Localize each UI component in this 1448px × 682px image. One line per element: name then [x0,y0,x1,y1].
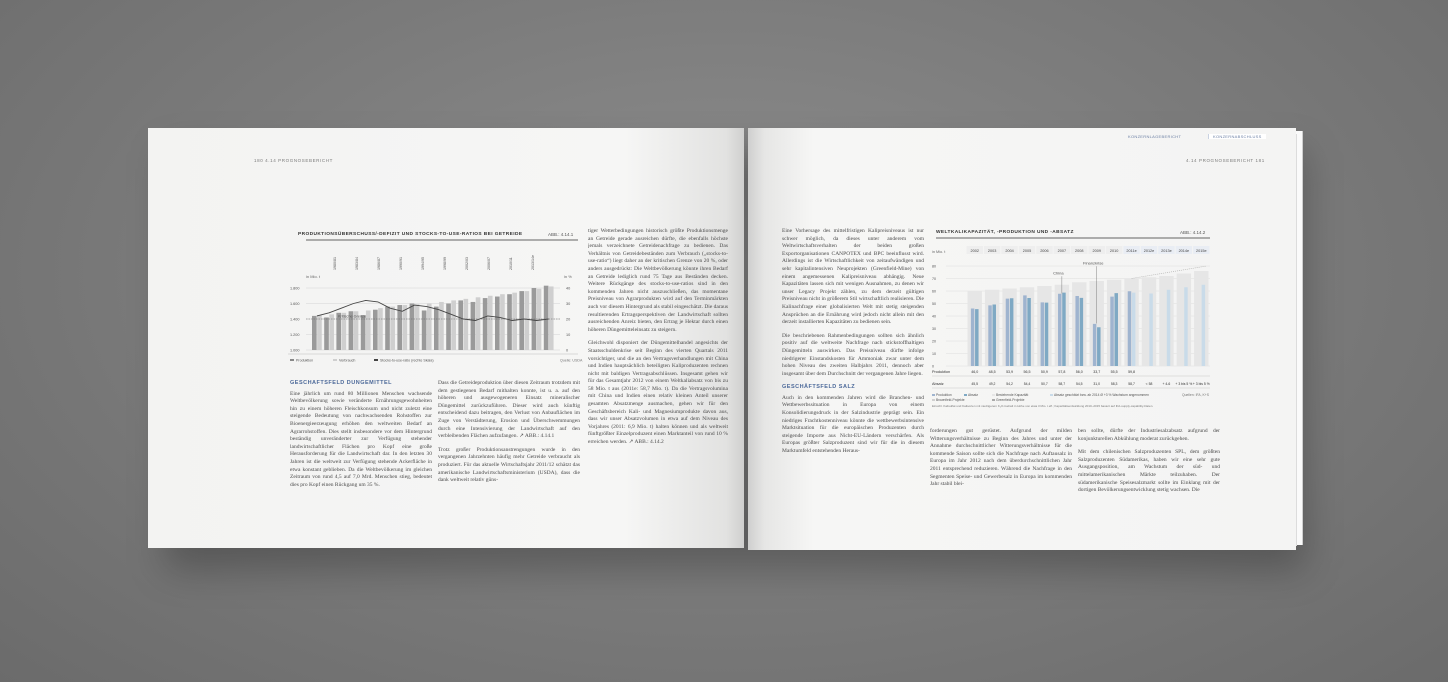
year-label: 2003 [987,249,997,253]
produktion-value: 50,9 [1040,370,1048,374]
bar-produktion [373,310,378,350]
bar-absatz [1097,327,1100,366]
bar-absatz [975,309,978,366]
bar-kapazitaet [1072,282,1086,366]
legend-swatch [290,359,294,361]
year-label: 2006 [1040,249,1049,253]
figure-number: ABB.: 4.14.2 [1180,230,1206,235]
bar-produktion [507,294,512,350]
unit-label: in Mio. t [932,250,946,254]
bar-absatz [992,305,995,367]
bar-produktion [385,307,390,350]
absatz-value: 49,2 [988,382,996,386]
year-label: 2010 [1109,249,1119,253]
bar-absatz [1062,293,1065,366]
y-tick-right: 20 [566,317,571,322]
bar-produktion [495,297,500,350]
legend-swatch [932,394,935,396]
footnote: Einschl. Kalisulfat und Kalisorten mit niedrigerem K₂O-Gehalt in Höhe von etwa 3 Mio. t eff.; Kapazitätsentwicklung 2010–2015 basiert auf IFA-supply-capability-Daten. [932,404,1154,408]
bar-produktion [471,302,476,350]
bar-produktion [544,286,549,350]
y-tick-right: 0 [566,348,569,353]
y-tick-right: 40 [566,286,571,291]
period-label: 1998/99 [443,257,447,270]
bar-verbrauch [525,291,530,350]
year-label: 2008 [1075,249,1084,253]
year-label: 2015e [1196,249,1207,253]
right-page [748,128,1296,550]
paragraph: Mit dem chilenischen Salzproduzenten SPL, dem größten Salzproduzenten Südamerikas, haben wir eine sehr gute Ausgangsposition, am Wachstum der süd- und mittelamerikanischen Märkte teilzuhaben. Der südamerikanische Speisesalzmarkt sollte im Einklang mit der dortigen Bevölkerungsentwicklung stetig wachsen. Die [1078,449,1220,494]
y-tick-right: 10 [566,333,571,337]
y-tick: 10 [932,352,936,356]
legend-label: Stocks-to-use-ratio (rechte Skala) [380,358,434,363]
running-head: 180 4.14 PROGNOSEBERICHT [254,158,333,163]
bar-kapazitaet [1002,289,1016,367]
paragraph: Dass die Getreideproduktion über diesen Zeitraum trotzdem mit dem gestiegenen Bedarf mithalten konnte, ist u. a. auf den höheren und ausgewogeneren Einsatz mineralischer Düngemittel zurückzuführen. Dieser wird auch künftig entscheidend dazu beitragen, den Verlust von Anbauflächen im Zuge von Verstädterung, Erosion und Überschwemmungen durch eine Intensivierung der Landwirtschaft auf den verbleibenden Flächen aufzufangen. ↗ ABB.: 4.14.1 [438,380,580,440]
unit-label-left: in Mio. t [306,274,321,279]
bar-produktion [434,307,439,350]
paragraph: Die beschriebenen Rahmenbedingungen sollten sich ähnlich positiv auf die weltweite Nachfrage nach stickstoffhaltigen Düngemitteln auswirken. Das Preisniveau dürfte infolge niedrigerer Einstandskosten für Ammoniak zwar unter dem hohen Niveau des zweiten Halbjahrs 2011, dennoch aber insgesamt über dem Durchschnitt der vergangenen Jahre liegen. [782,332,924,377]
y-tick-left: 1.400 [290,317,300,322]
bar-verbrauch [403,305,408,350]
bar-produktion [458,300,463,350]
y-tick: 0 [932,364,934,369]
legend-swatch [1050,394,1053,396]
bar-absatz [1149,294,1152,367]
bar-verbrauch [439,302,444,350]
absatz-value: 54,2 [1006,382,1013,386]
paragraph: tiger Wetterbedingungen historisch größte Produktionsmenge an Getreide gerade ausreichen dürfte, die ebenfalls höchste jemals verzeichnete Getreidenachfrage zu bedienen. Das Verhältnis von Getreidebeständen zum Verbrauch („stocks-to-use-ratio“) liegt daher an der kritischen Grenze von 20 %, oder anders ausgedrückt: Die Weltbevölkerung könnte ihren Bedarf an Getreide lediglich rund 75 Tage aus Beständen decken. Weitere Rückgänge des stocks-to-use-ratios sind in den kommenden Jahren nicht auszuschließen, das momentane Preisniveau von Agrarprodukten wird auf den Terminmärkten auch vor diesem Hintergrund als stabil eingeschätzt. Die daraus resultierenden Ertragsperspektiven der Landwirtschaft sollten ausreichenden Anreiz bieten, den Ertrag je Hektar durch einen höheren Düngemitteleinsatz zu steigern. [588,228,728,333]
left-page [148,128,744,548]
bar-produktion [324,317,329,350]
paragraph: Trotz großer Produktionsanstrengungen wurde in den vergangenen Jahrzehnten häufig mehr Getreide verbraucht als produziert. Für das aktuelle Wirtschaftsjahr 2011/12 schätzt das amerikanische Landwirtschaftsministerium (USDA), dass die dank weltweit relativ güns- [438,446,580,484]
absatz-value: 50,7 [1041,382,1048,386]
bar-absatz [1132,293,1135,366]
year-label: 2007 [1057,249,1067,253]
bar-produktion [1075,296,1078,366]
paragraph: ben sollte, dürfte der Industriesalzabsatz aufgrund der konjunkturellen Abkühlung moderat zurückgehen. [1078,428,1220,442]
legend-label: Greenfield-Projekte [996,398,1025,402]
bar-verbrauch [329,314,334,350]
row-label: Absatz [932,382,944,386]
y-tick-left: 1.600 [290,302,300,306]
absatz-value: 54,5 [1075,382,1083,386]
period-label: 1980/81 [333,257,337,270]
bar-absatz [1114,293,1117,366]
legend-swatch [992,399,995,401]
legend-swatch [333,359,337,361]
bar-kapazitaet [1107,280,1121,366]
y-tick: 70 [932,277,936,281]
y-tick-left: 1.800 [290,286,300,291]
bar-verbrauch [537,289,542,350]
bar-absatz [1045,303,1048,366]
bar-absatz [1184,287,1187,366]
period-label: 1990/91 [399,257,403,270]
paragraph: forderungen gut gerüstet. Aufgrund der milden Witterungsverhältnisse zu Beginn des Jahres und unter der Annahme durchschnittlicher Witterungsverhältnisse für die kommende Saison sollte sich die Nachfrage nach Auftausalz in Europa im Jahr 2012 nach dem überdurchschnittlichen Jahr 2011 entsprechend reduzieren. Während die Nachfrage in den Segmenten Speise- und Gewerbesalz in Europa im kommenden Jahr stabil blei- [930,428,1072,488]
y-tick: 80 [932,264,936,269]
year-label: 2002 [970,249,979,253]
period-label: 2010/11 [509,257,513,270]
bar-produktion [1110,297,1113,366]
absatz-value: 54,4 [1023,382,1031,386]
bar-produktion [361,315,366,350]
bar-produktion [1023,295,1026,366]
bar-produktion [312,316,317,350]
tab-konzernabschluss[interactable]: KONZERNABSCHLUSS [1208,134,1266,139]
bar-produktion [971,309,974,367]
absatz-value: 58,3 [1110,382,1118,386]
grain-chart [288,238,583,370]
period-label: 1983/84 [355,257,359,270]
absatz-value: + 4-6 [1162,382,1171,386]
bar-verbrauch [451,300,456,350]
year-label: 2013e [1161,249,1172,253]
period-label: 1986/87 [377,257,381,270]
running-head: 4.14 PROGNOSEBERICHT 181 [1186,158,1265,163]
year-label: 2011e [1126,249,1137,253]
row-label: Produktion [932,370,951,374]
produktion-value: 59,8 [1128,370,1136,374]
absatz-value: 31,0 [1093,382,1101,386]
produktion-value: 46,0 [971,370,979,374]
tab-konzernlagebericht[interactable]: KONZERNLAGEBERICHT [1128,134,1182,139]
text-column-3 [1078,428,1220,528]
legend-label: Produktion [936,393,952,397]
bar-verbrauch [390,307,395,350]
bar-produktion [1006,299,1009,366]
bar-verbrauch [549,286,554,350]
annotation: China [1053,270,1064,276]
period-label: 2013/14e [531,255,535,270]
absatz-value: 58,7 [1128,382,1135,386]
year-label: 2009 [1092,249,1101,253]
bar-verbrauch [378,308,383,350]
period-label: 1994/95 [421,257,425,270]
y-tick: 50 [932,302,936,306]
y-tick: 40 [932,314,936,319]
period-label: 2002/03 [465,257,469,270]
absatz-value: < 58 [1145,382,1153,386]
section-title: GESCHÄFTSFELD SALZ [782,384,856,391]
bar-produktion [1093,324,1096,366]
legend-label: Bestehende Kapazität [996,393,1029,397]
bar-verbrauch [366,310,371,350]
bar-verbrauch [500,294,505,350]
bar-verbrauch [512,293,517,350]
legend-swatch [964,394,967,396]
figure-number: ABB.: 4.14.1 [548,232,574,237]
produktion-value: 48,5 [988,370,996,374]
source-label: Quellen: IFA, K+S [1182,393,1210,397]
y-tick-left: 1.000 [290,348,300,353]
y-tick-right: 30 [566,302,571,306]
figure-title: WELTKALIKAPAZITÄT, -PRODUKTION UND -ABSATZ [936,230,1074,235]
text-column-3 [588,228,728,518]
absatz-value: + 3 bis 5 % [1175,382,1193,386]
bar-verbrauch [415,304,420,350]
bar-kapazitaet [1037,286,1051,366]
text-column-1 [290,380,432,540]
legend-label: Produktion [296,358,314,363]
bar-absatz [1010,298,1013,366]
bar-kapazitaet [1124,279,1138,367]
produktion-value: 57,8 [1058,370,1066,374]
annotation: Finanzkrise [1083,260,1104,266]
bar-absatz [1080,298,1083,366]
absatz-value: 58,7 [1058,382,1066,386]
legend-swatch [374,359,378,361]
produktion-value: 56,0 [1075,370,1083,374]
legend-label: Brownfield-Projekte [936,398,965,402]
bar-produktion [1128,291,1131,366]
absatz-value: + 3 bis 5 % [1192,382,1210,386]
y-tick: 60 [932,289,936,294]
section-title: GESCHÄFTSFELD DÜNGEMITTEL [290,380,393,386]
text-column-2 [930,428,1072,528]
year-label: 2014e [1178,249,1190,253]
bar-kapazitaet [1177,274,1191,367]
bar-absatz [1202,285,1205,366]
paragraph: Eine jährlich um rund 80 Millionen Menschen wachsende Weltbevölkerung sowie veränderte Ernährungsgewohnheiten hin zu einem höheren Fleischkonsum und nicht zuletzt eine steigende Bedeutung von nachwachsenden Rohstoffen zur Bioenergieerzeugung erhöhen den weltweiten Bedarf an Agrarrohstoffen. Dies stellt insbesondere vor dem Hintergrund beständig unveränderter zur Verfügung stehender landwirtschaftlicher Flächen pro Kopf eine große Herausforderung für die Landwirtschaft dar. In den letzten 30 Jahren ist die weltweit zur Verfügung stehende Ackerfläche in etwa konstant geblieben. Da die Weltbevölkerung im gleichen Zeitraum von rund 4,5 auf 7,0 Mrd. Menschen stieg, bedeutet dies pro Kopf einen Rückgang um 35 %. [290,390,432,488]
bar-absatz [1167,290,1170,366]
bar-kapazitaet [1142,277,1156,366]
legend-label: Absatz [968,393,979,397]
y-tick: 20 [932,339,936,344]
legend-swatch [992,394,995,396]
y-tick-left: 1.200 [290,333,300,337]
bar-produktion [483,298,488,350]
y-tick: 30 [932,327,936,331]
legend-swatch [932,399,935,401]
bar-kapazitaet [1194,271,1208,366]
produktion-value: 53,9 [1006,370,1014,374]
unit-label-right: in % [564,274,572,279]
potash-chart [928,236,1218,424]
bar-kapazitaet [1020,287,1034,366]
text-column-1 [782,228,924,538]
bar-produktion [1041,302,1044,366]
bar-kapazitaet [985,290,999,366]
bar-kapazitaet [968,291,982,366]
legend-label: Absatz geschätzt bzw. ab 2014 Ø +3 % Wachstum angenommen [1054,393,1149,397]
bar-verbrauch [464,299,469,350]
legend-label: Verbrauch [339,358,356,363]
bar-verbrauch [317,315,322,350]
produktion-value: 56,5 [1023,370,1031,374]
period-label: 2006/07 [487,257,491,270]
bar-absatz [1027,298,1030,366]
bar-produktion [422,310,427,350]
year-label: 2005 [1022,249,1032,253]
paragraph: Eine Vorhersage des mittelfristigen Kalipreisniveaus ist nur schwer möglich, da dieses unter anderem vom Weltwirtschaftsverhalten der beiden großen Exportorganisationen CANPOTEX und BPC beeinflusst wird. Allerdings ist die Wirtschaftlichkeit von zeitaufwändigen und sehr kapitalintensiven Neuprojekten (Greenfield-Mine) von einem angemessenen Kalipreisniveau abhängig. Neue Kapazitäten lassen sich mit wenigen Ausnahmen, zu denen wir unser Legacy Projekt zählen, zu dem derzeit gültigen Preisniveau nicht in größerem Stil wirtschaftlich realisieren. Die Kalinachfrage einer globalisierten Welt mit stetig steigenden Ansprüchen an die Ernährung wird jedoch nicht allein mit den derzeit installierten Kapazitäten zu bedienen sein. [782,228,924,326]
annotation: Kritische Grenze [338,314,367,319]
bar-produktion [519,291,524,350]
bar-produktion [410,304,415,351]
year-label: 2012e [1143,249,1155,253]
paragraph: Gleichwohl disponiert der Düngemittelhandel angesichts der Staatsschuldenkrise seit Beginn des vierten Quartals 2011 vorsichtiger, und die an den Vertragsverhandlungen mit China und Indien hauptsächlich beteiligten Kaliproduzenten rechnen nicht mit baldigen Vertragsabschlüssen. Insgesamt gehen wir für das Gesamtjahr 2012 von einem Weltkaliabsatz von bis zu 58 Mio. t aus (2011e: 58,7 Mio. t). Da die Vertragsvolumina mit China und Indien einen relativ kleinen Anteil unserer gesamten Absatzmenge ausmachen, gehen wir für den Geschäftsbereich Kali- und Magnesiumprodukte davon aus, dass wir unser Absatzvolumen in etwa auf dem Niveau des Vorjahres (2011: 6,9 Mio. t) halten können und als weltweit fünftgrößter Einzelproduzent einen Marktanteil von rund 10 % erreichen werden. ↗ ABB.: 4.14.2 [588,340,728,446]
source-label: Quelle: USDA [560,358,583,363]
text-column-2 [438,380,580,540]
bar-produktion [988,305,991,366]
year-label: 2004 [1005,249,1014,253]
bar-produktion [1058,294,1061,366]
bar-kapazitaet [1055,285,1069,366]
bar-verbrauch [488,296,493,350]
bar-produktion [397,305,402,350]
bar-kapazitaet [1159,276,1173,366]
absatz-value: 45,5 [971,382,979,386]
paragraph: Auch in den kommenden Jahren wird die Branchen- und Wettbewerbssituation in Europa von einem Konsolidierungsdruck in der Salzindustrie geprägt sein. Ein niedriges Frachtkostenniveau könnte die wettbewerbsintensive Marktsituation für die europäischen Produzenten durch steigende Importe aus Nicht-EU-Ländern verschärfen. Als Europas größter Salzproduzent sind wir für die in diesem Marktumfeld entstehenden Heraus- [782,394,924,455]
produktion-value: 55,5 [1110,370,1118,374]
bar-verbrauch [476,297,481,350]
bar-produktion [446,304,451,351]
produktion-value: 33,7 [1093,370,1101,374]
bar-verbrauch [427,304,432,351]
figure-title: PRODUKTIONSÜBERSCHUSS/-DEFIZIT UND STOCKS-TO-USE-RATIOS BEI GETREIDE [298,232,523,237]
